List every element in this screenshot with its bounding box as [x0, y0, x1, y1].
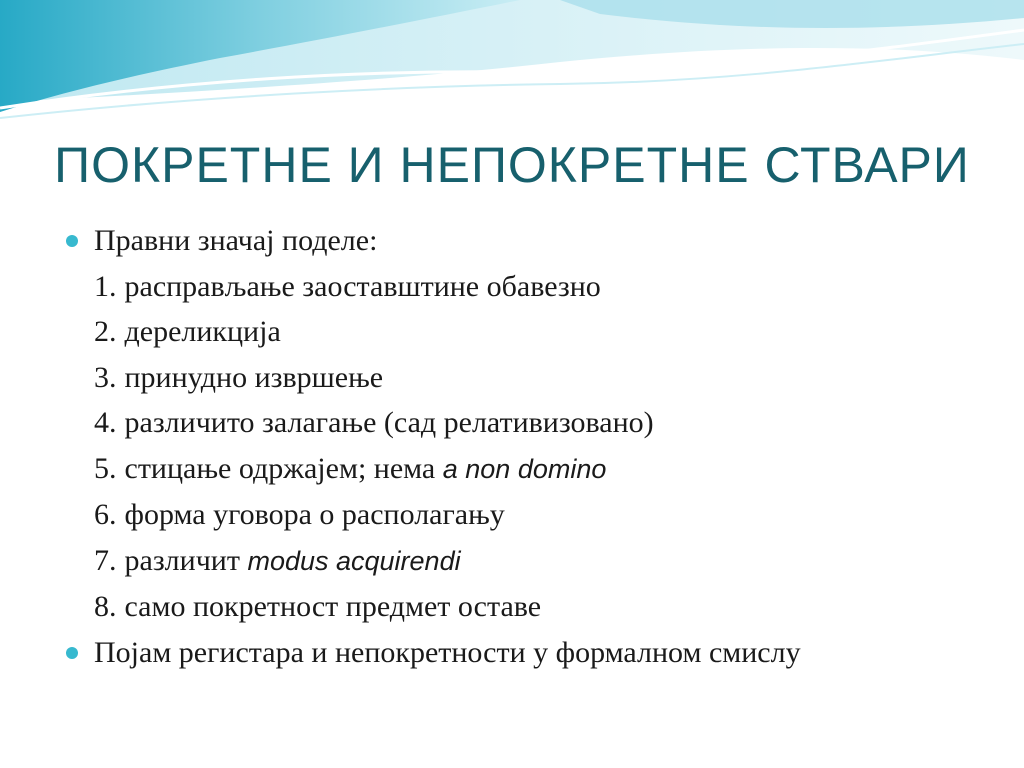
list-item-number: 6.	[94, 498, 117, 531]
list-item	[64, 492, 1004, 538]
list-item-number: 2.	[94, 315, 117, 348]
bullet-text: Појам регистара и непокретности у формалном смислу	[94, 635, 801, 669]
bullet-dot-icon	[66, 235, 78, 247]
list-item-text: принудно извршење	[124, 360, 384, 394]
slide-content	[64, 218, 1004, 675]
list-item-text: само покретност предмет оставе	[124, 590, 542, 623]
bullet-dot-icon	[66, 647, 78, 659]
numbered-list	[64, 264, 1004, 630]
bullet-legal-significance	[64, 218, 1004, 264]
list-item-text: стицање одржајем; нема	[124, 451, 443, 485]
list-item-number: 8.	[94, 590, 117, 623]
list-item	[64, 446, 1004, 493]
list-item	[64, 538, 1004, 585]
list-item-text: различит	[124, 543, 248, 577]
list-item-number: 4.	[94, 406, 117, 439]
list-item-text: форма уговора о располагању	[124, 498, 505, 531]
slide-title: ПОКРЕТНЕ И НЕПОКРЕТНЕ СТВАРИ	[54, 137, 970, 193]
list-item-latin-term: modus acquirendi	[247, 545, 461, 576]
list-item-number: 3.	[94, 360, 117, 394]
bullet-registers	[64, 630, 1004, 676]
list-item	[64, 355, 1004, 401]
list-item	[64, 309, 1004, 355]
list-item	[64, 264, 1004, 310]
bullet-text: Правни значај поделе:	[94, 224, 378, 257]
list-item-text: дереликција	[124, 315, 281, 348]
list-item-text: различито залагање (сад релативизовано)	[124, 406, 654, 439]
list-item-text: расправљање заоставштине обавезно	[124, 269, 601, 303]
list-item-number: 5.	[94, 451, 117, 485]
header-wave-decoration	[0, 0, 1024, 130]
list-item-number: 1.	[94, 269, 117, 303]
list-item-latin-term: a non domino	[442, 453, 607, 484]
list-item	[64, 400, 1004, 446]
list-item	[64, 584, 1004, 630]
list-item-number: 7.	[94, 543, 117, 577]
